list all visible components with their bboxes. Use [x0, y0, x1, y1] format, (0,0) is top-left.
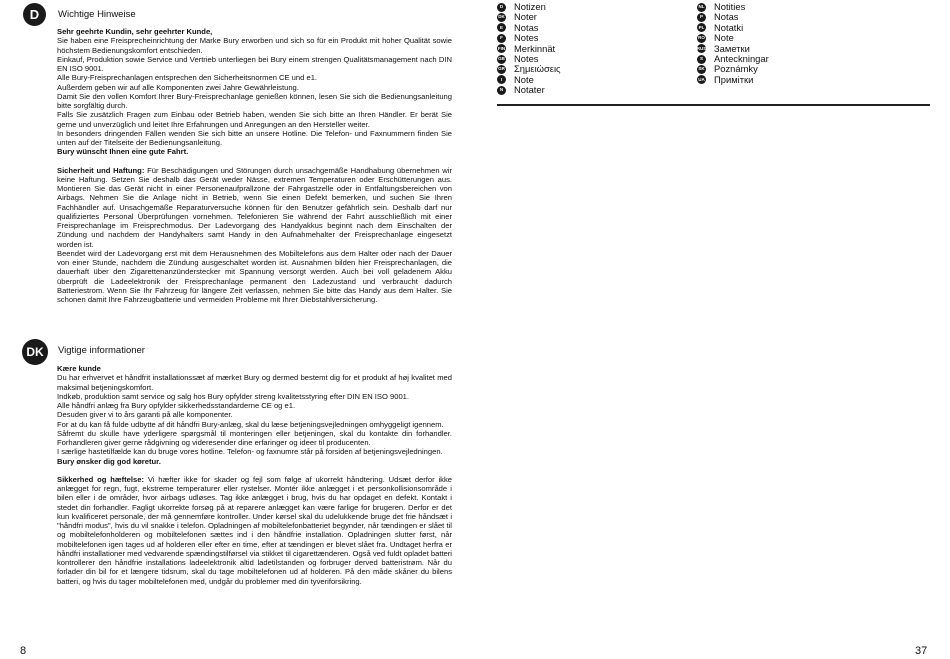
notes-label: Notes	[514, 32, 539, 44]
language-code-badge: SK	[697, 65, 706, 74]
paragraph	[57, 110, 452, 129]
paragraph-text: Indkøb, produktion samt service og salg hos Bury opfylder streng kvalitetsstyring efter DIN EN ISO 9001.	[57, 391, 410, 401]
paragraph-text: Beendet wird der Ladevorgang erst mit dem Herausnehmen des Mobiltelefons aus dem Halter oder nach der Dauer von einer Stunde, nachdem die Zündung ausgeschaltet worden ist. Ausnahmen bilden hier Freisprechanlagen, die dauerhaft über den Zigarettenanzünderstecker mit Spannung versorgt werden. Auch bei voll geladenem Akku überprüft die Ladeelektronik der Freisprechanlage permanent den Ladezustand und verbraucht dadurch Batteriestrom. Wenn Sie Ihr Fahrzeug für längere Zeit verlassen, nehmen Sie bitte das Handy aus dem Halter. Sie schonen damit Ihre Fahrzeugbatterie und vermeiden Probleme mit Ihrer Diebstahlversicherung.	[57, 248, 452, 304]
notes-label: Notas	[714, 11, 739, 23]
notes-label: Notes	[514, 52, 539, 64]
language-code-badge: S	[697, 55, 706, 64]
left-page	[0, 0, 470, 659]
notes-label: Note	[714, 32, 734, 44]
notes-label: Примітки	[714, 73, 754, 85]
paragraph	[57, 475, 452, 586]
paragraph-text: Desuden giver vi to års garanti på alle komponenter.	[57, 410, 233, 420]
notes-label: Notatki	[714, 21, 744, 33]
notes-label: Notizen	[514, 1, 546, 12]
paragraph-text: Sehr geehrte Kundin, sehr geehrter Kunde,	[57, 27, 213, 36]
page-number-left: 8	[20, 645, 27, 657]
language-code-badge: P	[697, 13, 706, 22]
paragraph	[57, 27, 452, 36]
paragraph-text: Du har erhvervet et håndfrit installationssæt af mærket Bury og dermed bestemt dig for et produkt af høj kvalitet med maksimal betjeningskomfort.	[57, 373, 452, 392]
notes-label: Merkinnät	[514, 42, 556, 54]
paragraph	[57, 129, 452, 148]
notes-label: Note	[514, 73, 534, 85]
language-code-badge: FIN	[497, 44, 506, 53]
paragraph	[57, 92, 452, 111]
paragraph	[57, 55, 452, 74]
paragraph	[57, 166, 452, 249]
section-title-de: Wichtige Hinweise	[58, 9, 136, 20]
language-code-badge: GR	[497, 65, 506, 74]
paragraph-text: Außerdem geben wir auf alle Komponenten zwei Jahre Gewährleistung.	[57, 82, 299, 92]
notes-list-col2	[697, 2, 769, 85]
paragraph-gap	[57, 157, 452, 166]
language-code-badge: RUS	[697, 44, 706, 53]
notes-label: Notas	[514, 21, 539, 33]
paragraph	[57, 364, 452, 373]
paragraph	[57, 457, 452, 466]
notes-label: Poznámky	[714, 63, 758, 75]
paragraph	[57, 373, 452, 392]
paragraph	[57, 83, 452, 92]
paragraph-lead: Sicherheit und Haftung:	[57, 165, 145, 175]
paragraph	[57, 410, 452, 419]
paragraph-text: Sie haben eine Freisprecheinrichtung der Marke Bury erworben und sich so für ein Produkt mit hoher Qualität sowie höchstem Bedienungskomfort entschieden.	[57, 36, 452, 55]
paragraph-gap	[57, 466, 452, 475]
paragraph	[57, 73, 452, 82]
paragraph-text: Bury ønsker dig god køretur.	[57, 456, 161, 466]
paragraph-text: In besonders dringenden Fällen wenden Sie sich bitte an unsere Hotline. Die Telefon- und Faxnummern finden Sie unten auf der Titelseite der Bedienungsanleitung.	[57, 128, 452, 147]
language-code-badge: GB	[497, 55, 506, 64]
notes-label: Σημειώσεις	[514, 63, 561, 75]
paragraph-lead: Sikkerhed og hæftelse:	[57, 474, 144, 484]
paragraph-text: Bury wünscht Ihnen eine gute Fahrt.	[57, 147, 189, 157]
section-body-de	[57, 27, 452, 304]
notes-label: Notities	[714, 1, 746, 12]
paragraph-text: Falls Sie zusätzlich Fragen zum Einbau oder Betrieb haben, wenden Sie sich bitte an Ihren Händler. Er berät Sie gerne und unverzüglich und leitet Ihre Erfahrungen und Anregungen an den Hersteller weiter.	[57, 110, 452, 129]
language-code-badge: PL	[697, 23, 706, 32]
paragraph-text: Såfremt du skulle have yderligere spørgsmål til monteringen eller betjeningen, skal du kontakte din forhandler. Forhandleren giver gerne rådgivning og videresender dine erfaringer og ideer til producenten.	[57, 428, 452, 447]
right-page	[475, 0, 950, 659]
section-body-dk	[57, 364, 452, 586]
paragraph-text: Kære kunde	[57, 364, 101, 373]
paragraph-text: Einkauf, Produktion sowie Service und Vertrieb unterliegen bei Bury einem strengen Qualitätsmanagement nach DIN EN ISO 9001.	[57, 54, 452, 73]
page-number-right: 37	[915, 645, 928, 657]
language-badge-dk: DK	[22, 339, 48, 365]
paragraph-text: Alle håndfri anlæg fra Bury opfylder sikkerhedsstandarderne CE og e1.	[57, 401, 296, 410]
language-code-badge: I	[497, 75, 506, 84]
language-code-badge: NL	[697, 3, 706, 12]
paragraph	[57, 249, 452, 305]
paragraph	[57, 392, 452, 401]
paragraph-text: I særlige hastetilfælde kan du bruge vores hotline. Telefon- og faxnumre står på forsiden af betjeningsvejledningen.	[57, 447, 443, 457]
notes-language-row	[697, 33, 769, 43]
notes-language-row	[697, 75, 769, 85]
language-code-badge: DK	[497, 13, 506, 22]
notes-label: Заметки	[714, 42, 750, 54]
language-code-badge: N	[497, 86, 506, 95]
notes-language-row	[497, 33, 561, 43]
paragraph-text: For at du kan få fulde udbytte af dit håndfri Bury-anlæg, skal du læse betjeningsvejledningen omhyggeligt igennem.	[57, 419, 444, 429]
notes-label: Anteckningar	[714, 52, 769, 64]
paragraph	[57, 401, 452, 410]
notes-label: Noter	[514, 11, 537, 23]
paragraph-text: Vi hæfter ikke for skader og fejl som følge af ukorrekt håndtering. Udsæt derfor ikke anlægget for regn, fugt, ekstreme temperaturer eller rystelser. Montér ikke anlægget i et personkollisionsområde i bilen eller i de områder, hvor airbags udløses. Tag ikke anlægget i brug, hvis du har opdaget en defekt. Kontakt i stedet din forhandler. Fagligt ukorrekte forsøg på at reparere anlægget kan være farlige for brugeren. Derfor er det kun kvalificeret personale, der må gennemføre kontroller. Under kørsel skal du udelukkende bruge det frie håndsæt i "håndfri modus", hvis du vil snakke i telefon. Opladningen af mobiltelefonbatteriet begynder, når tændingen er slået til og mobiltelefonholderen og mobiltelefonen sættes ind i den håndfrie installation. Opladningen slutter først, når mobiltelefonen igen tages ud af holderen eller efter en time, efter at tændingen er blevet slået fra. Undtaget herfra er håndfri installationer med vedvarende spændingstilførsel via stikket til cigarettænderen. Også ved fuldt opladet batteri kontrollerer den håndfrie installations ladeelektronik altid ladetilstanden og forbruger derved batteristrøm. Når du forlader din bil for et længere tidsrum, skal du tage mobiltelefonen ud af holderen. På den måde skåner du bilens batteri, og hvis du tager mobiltelefonen med, undgår du problemer med din tyveriforsikring.	[57, 474, 452, 586]
language-code-badge: E	[497, 23, 506, 32]
paragraph	[57, 429, 452, 448]
language-code-badge: D	[497, 3, 506, 12]
notes-language-row	[497, 85, 561, 95]
notes-list-col1	[497, 2, 561, 96]
language-code-badge: UA	[697, 75, 706, 84]
language-code-badge: RO	[697, 34, 706, 43]
notes-label: Notater	[514, 84, 545, 96]
section-title-dk: Vigtige informationer	[58, 345, 145, 356]
paragraph	[57, 420, 452, 429]
paragraph	[57, 147, 452, 156]
paragraph-text: Alle Bury-Freisprechanlagen entsprechen den Sicherheitsnormen CE und e1.	[57, 73, 318, 83]
language-badge-de: D	[23, 3, 46, 26]
paragraph-text: Für Beschädigungen und Störungen durch unsachgemäße Handhabung übernehmen wir keine Haftung. Setzen Sie deshalb das Gerät weder Nässe, extremen Temperaturen oder Erschütterungen aus. Montieren Sie das Gerät nicht in einer Personenaufprallzone der Fahrgastzelle oder in Entfaltungsbereichen von Airbags. Nehmen Sie die Anlage nicht in Betrieb, wenn Sie einen Defekt bemerken, und suchen Sie Ihren Fachhändler auf. Unsachgemäße Reparaturversuche können für den Benutzer gefährlich sein. Deshalb darf nur qualifiziertes Personal Überprüfungen vornehmen. Telefonieren Sie während der Fahrt ausschließlich mit einer Freisprechanlage im Freisprechmodus. Der Ladevorgang des Handyakkus beginnt nach dem Einschalten der Zündung und nachdem der Handyhalters samt Handy in den Aufnahmehalter der Freisprechanlage eingesetzt worden ist.	[57, 165, 452, 249]
paragraph	[57, 36, 452, 55]
paragraph-text: Damit Sie den vollen Komfort Ihrer Bury-Freisprechanlage genießen können, lesen Sie sich die Bedienungsanleitung bitte sorgfältig durch.	[57, 91, 452, 110]
language-code-badge: F	[497, 34, 506, 43]
paragraph	[57, 447, 452, 456]
notes-divider	[497, 104, 930, 106]
